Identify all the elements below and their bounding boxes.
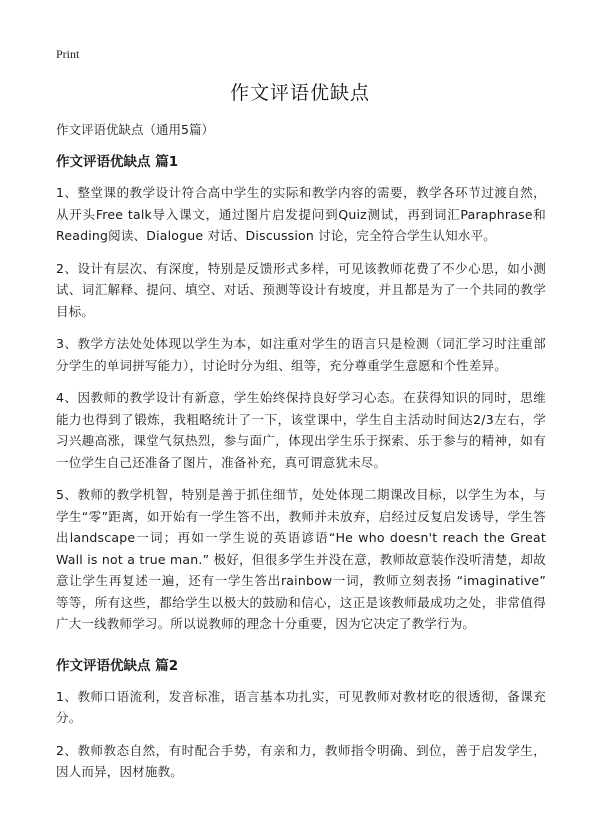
paragraph: 1、整堂课的教学设计符合高中学生的实际和教学内容的需要，教学各环节过渡自然，从开头Free talk导入课文，通过图片启发提问到Quiz测试，再到词汇Paraphrase和Reading阅读、Dialogue 对话、Discussion 讨论，完全符合学生认知水平。	[56, 185, 546, 243]
section-heading: 作文评语优缺点 篇1	[56, 154, 179, 170]
section-1	[56, 150, 546, 635]
paragraph: 4、因教师的教学设计有新意，学生始终保持良好学习心态。在获得知识的同时，思维能力也得到了锻炼，我粗略统计了一下，该堂课中，学生自主活动时间达2/3左右，学习兴趣高涨，课堂气氛热烈，参与面广，体现出学生乐于探索、乐于参与的精神，如有一位学生自己还准备了图片，准备补充，真可谓意犹未尽。	[56, 390, 546, 470]
section-heading: 作文评语优缺点 篇2	[56, 657, 179, 674]
print-label: Print	[56, 47, 80, 61]
document-title: 作文评语优缺点	[229, 82, 370, 104]
paragraph: 5、教师的教学机智，特别是善于抓住细节，处处体现二期课改目标，以学生为本，与学生“零”距离，如开始有一学生答不出，教师并未放弃，启经过反复启发诱导，学生答出landscape一词；再如一学生说的英语谚语“He who doesn't reach the Great Wall is not a true man.” 极好，但很多学生并没在意，教师故意装作没听清楚，却故意让学生再复述一遍，还有一学生答出rainbow一词，教师立刻表扬 “imaginative” 等等，所有这些，都给学生以极大的鼓励和信心，这正是该教师最成功之处，非常值得广大一线教师学习。所以说教师的理念十分重要，因为它决定了教学行为。	[56, 487, 546, 631]
paragraph: 3、教学方法处处体现以学生为本，如注重对学生的语言只是检测（词汇学习时注重部分学生的单词拼写能力），讨论时分为组、组等，充分尊重学生意愿和个性差异。	[56, 336, 546, 373]
document-body	[56, 150, 546, 794]
paragraph: 1、教师口语流利，发音标准，语言基本功扎实，可见教师对教材吃的很透彻，备课充分。	[56, 688, 546, 725]
paragraph: 2、设计有层次、有深度，特别是反馈形式多样，可见该教师花费了不少心思，如小测试、词汇解释、提问、填空、对话、预测等设计有坡度，并且都是为了一个共同的教学目标。	[56, 260, 546, 319]
document-subtitle: 作文评语优缺点（通用5篇）	[56, 122, 214, 137]
paragraph: 2、教师教态自然，有时配合手势，有亲和力，教师指令明确、到位，善于启发学生，因人而异，因材施教。	[56, 742, 546, 779]
section-2	[56, 654, 546, 783]
